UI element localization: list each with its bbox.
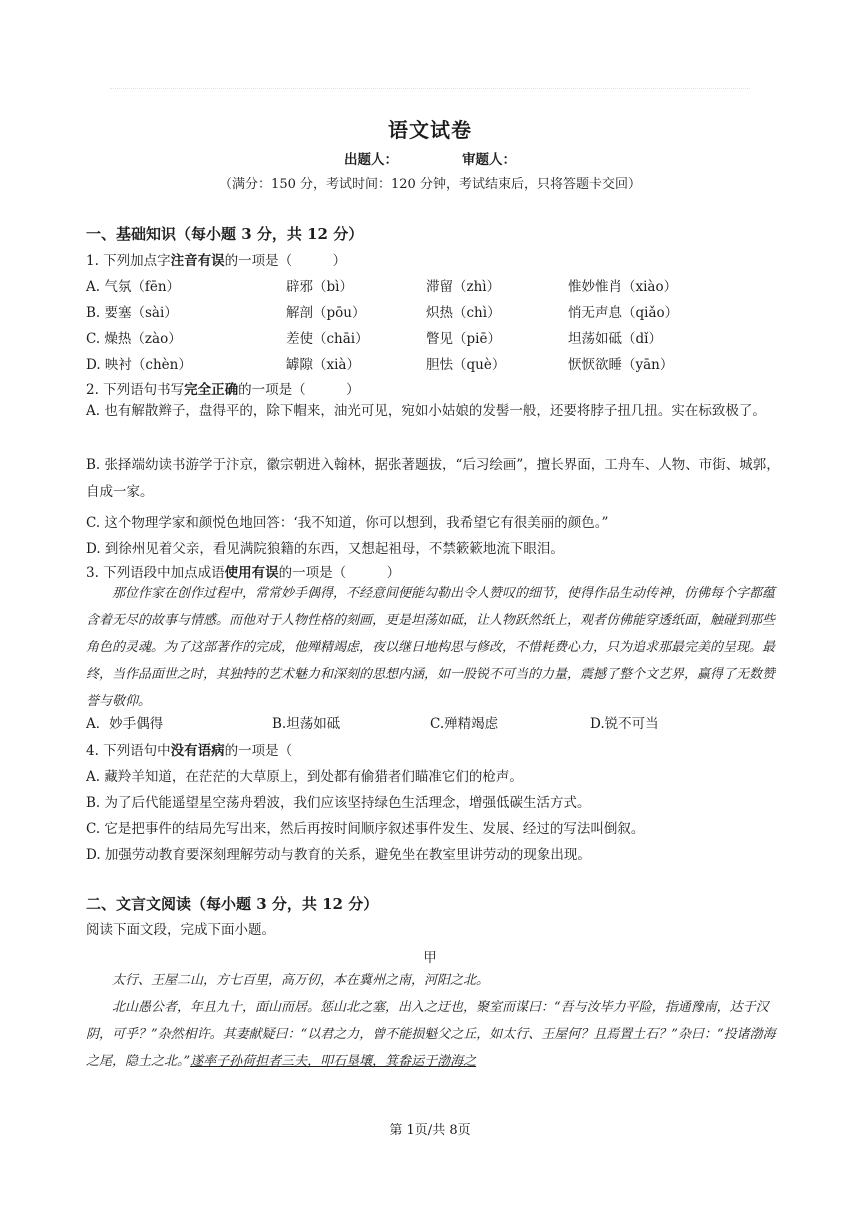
q1-a-4: 惟妙惟肖（xiào） bbox=[568, 279, 678, 295]
q1-b-4: 悄无声息（qiǎo） bbox=[568, 305, 679, 321]
q1-c-3: 瞥见（piē） bbox=[426, 331, 501, 347]
q2-option-b: B. 张择端幼读书游学于汴京，徽宗朝进入翰林，据张著题拔，“后习绘画”，擅长界面，工舟车、人物、市街、城郭，自成一家。 bbox=[86, 457, 780, 500]
q4-option-c: C. 它是把事件的结局先写出来，然后再按时间顺序叙述事件发生、发展、经过的写法叫倒叙。 bbox=[86, 821, 645, 837]
q3-option-b: B.坦荡如砥 bbox=[272, 716, 341, 732]
author-line bbox=[0, 148, 860, 168]
q4-stem: 4. 下列语句中没有语病的一项是（ bbox=[86, 743, 293, 759]
q3-stem: 3. 下列语段中加点成语使用有误的一项是（ ） bbox=[86, 565, 401, 581]
reviewer-label: 审题人： bbox=[462, 152, 516, 168]
classical-paragraph-2: 北山愚公者，年且九十，面山而居。惩山北之塞，出入之迂也，聚室而谋曰：“吾与汝毕力平险，指通豫南，达于汉阴，可乎？”杂然相许。其妻献疑曰：“以君之力，曾不能损魁父之丘，如太行、王屋何？且焉置土石？”杂曰：“投诸渤海之尾，隐土之北。”遂率子孙荷担者三夫，叩石垦壤，箕畚运于渤海之 bbox=[86, 1000, 776, 1069]
q4-option-d: D. 加强劳动教育要深刻理解劳动与教育的关系，避免坐在教室里讲劳动的现象出现。 bbox=[86, 847, 591, 863]
q1-a-1: A. 气氛（fēn） bbox=[86, 279, 181, 295]
q2-option-d: D. 到徐州见着父亲，看见满院狼籍的东西，又想起祖母，不禁簌簌地流下眼泪。 bbox=[86, 541, 564, 557]
q3-option-c: C.殚精竭虑 bbox=[430, 716, 499, 732]
classical-paragraph-1: 太行、王屋二山，方七百里，高万仞，本在冀州之南，河阳之北。 bbox=[112, 973, 490, 988]
q1-a-3: 滞留（zhì） bbox=[426, 279, 501, 295]
exam-notice: （满分：150 分，考试时间：120 分钟，考试结束后，只将答题卡交回） bbox=[219, 177, 641, 192]
section2-instruction: 阅读下面文段，完成下面小题。 bbox=[86, 922, 275, 938]
section2-heading: 二、文言文阅读（每小题 3 分，共 12 分） bbox=[86, 895, 379, 913]
page-title: 语文试卷 bbox=[388, 118, 472, 142]
q1-c-4: 坦荡如砥（dǐ） bbox=[568, 331, 662, 347]
q1-d-2: 罅隙（xià） bbox=[286, 357, 360, 373]
q3-option-d: D.锐不可当 bbox=[590, 716, 659, 732]
setter-label: 出题人： bbox=[344, 152, 398, 168]
q3-passage: 那位作家在创作过程中，常常妙手偶得，不经意间便能勾勒出令人赞叹的细节，使得作品生动传神，仿佛每个字都蕴含着无尽的故事与情感。而他对于人物性格的刻画，更是坦荡如砥，让人物跃然纸上，观者仿佛能穿透纸面，触碰到那些角色的灵魂。为了这部著作的完成，他殚精竭虑，夜以继日地构思与修改，不惜耗费心力，只为追求那最完美的呈现。最终，当作品面世之时，其独特的艺术魅力和深刻的思想内涵，如一股锐不可当的力量，震撼了整个文艺界，赢得了无数赞誉与敬仰。 bbox=[86, 586, 776, 709]
q3-option-a: A．妙手偶得 bbox=[86, 716, 164, 732]
section1-heading: 一、基础知识（每小题 3 分，共 12 分） bbox=[86, 225, 364, 243]
q1-stem: 1. 下列加点字注音有误的一项是（ ） bbox=[86, 253, 347, 269]
q1-c-1: C. 燥热（zào） bbox=[86, 331, 182, 347]
page-number: 第 1页/共 8页 bbox=[389, 1123, 471, 1138]
scan-artifact bbox=[110, 88, 750, 99]
passage-label: 甲 bbox=[423, 950, 437, 966]
q1-b-2: 解剖（pōu） bbox=[286, 305, 366, 321]
q1-a-2: 辟邪（bì） bbox=[286, 279, 353, 295]
q1-c-2: 差使（chāi） bbox=[286, 331, 369, 347]
q3-options bbox=[86, 712, 786, 736]
q1-d-3: 胆怯（què） bbox=[426, 357, 506, 373]
q2-option-a: A. 也有解散辫子，盘得平的，除下帽来，油光可见，宛如小姑娘的发髻一般，还要将脖子扭几扭。实在标致极了。 bbox=[86, 403, 766, 419]
q1-d-4: 恹恹欲睡（yān） bbox=[568, 357, 674, 373]
q2-stem: 2. 下列语句书写完全正确的一项是（ ） bbox=[86, 382, 360, 398]
q1-b-1: B. 要塞（sài） bbox=[86, 305, 178, 321]
q4-option-b: B. 为了后代能遥望星空荡舟碧波，我们应该坚持绿色生活理念，增强低碳生活方式。 bbox=[86, 795, 591, 811]
q1-b-3: 炽热（chì） bbox=[426, 305, 501, 321]
underlined-sentence: 遂率子孙荷担者三夫，叩石垦壤，箕畚运于渤海之 bbox=[190, 1054, 477, 1069]
q2-option-c: C. 这个物理学家和颜悦色地回答：‘我不知道，你可以想到，我希望它有很美丽的颜色。” bbox=[86, 515, 609, 531]
q1-d-1: D. 映衬（chèn） bbox=[86, 357, 192, 373]
q4-option-a: A. 藏羚羊知道，在茫茫的大草原上，到处都有偷猎者们瞄准它们的枪声。 bbox=[86, 769, 523, 785]
